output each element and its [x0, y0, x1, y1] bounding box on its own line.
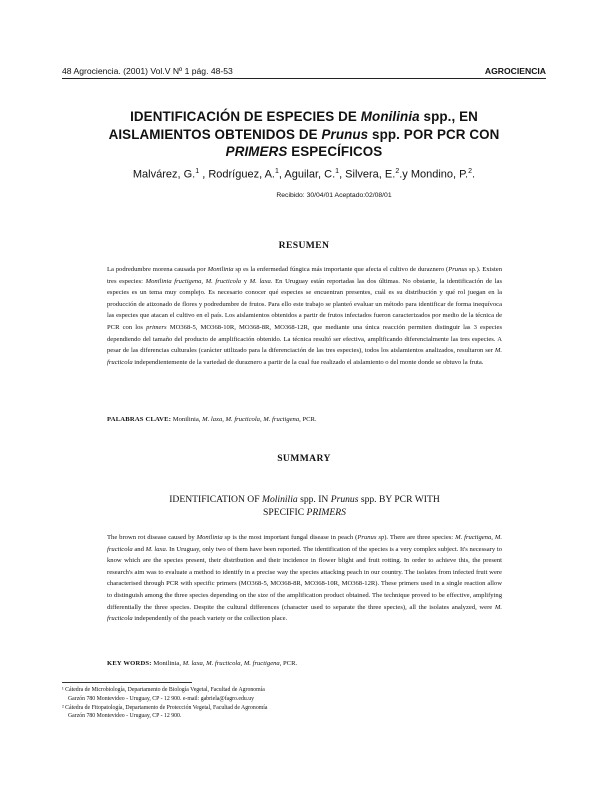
- title-text: IDENTIFICACIÓN DE ESPECIES DE: [130, 109, 361, 124]
- english-title-line-2: [107, 506, 502, 519]
- text-run: sp.). Existen tres especies:: [107, 266, 502, 285]
- footnote-1-line-2: Garzón 780 Montevideo - Uruguay, CP - 12 900. e-mail: gabriela@fagro.edu.uy: [68, 695, 255, 702]
- key-words: [107, 660, 502, 667]
- italic-run: M. laxa, M. fructicola, M. fructigena: [182, 660, 280, 667]
- text-run: independently of the peach variety or the collection place.: [132, 615, 288, 623]
- italic-run: M. fructicola: [107, 603, 502, 623]
- text-run: In Uruguay, only two of them have been reported. The identification of the species is a very complex subject. It's necessary to know which are the species present, their distribution and their incidence in flower blight and fruit rotting. In order to achieve this, the present research's aim was to evaluate a method to identify in a precise way the species attacking peach in our country. The isolates from infected fruit were characterised through PCR with specific primers (MO368-5, MO368-8R, MO368-10R, MO368-12R). These primers used in a single reaction allow to distinguish among the three species depending on the size of the amplification product obtained. The technique proved to be effective, amplifying differentially the three species. Despite the cultural differences (character used to separate the three species), all the isolates analyzed, were: [107, 545, 502, 611]
- italic-run: Prunus sp: [357, 534, 385, 541]
- italic-run: M. laxa.: [145, 545, 168, 553]
- footnote-2-line-1: ² Cátedra de Fitopatología, Departamento de Protección Vegetal, Facultad de Agronomía: [62, 704, 268, 711]
- text-run: Monilinia,: [151, 660, 183, 667]
- title-text: spp., EN: [419, 109, 478, 124]
- footnotes: [62, 686, 462, 721]
- text-run: La podredumbre morena causada por: [107, 266, 208, 273]
- affiliation-mark: 2: [468, 168, 473, 175]
- text-run: The brown rot disease caused by: [107, 534, 197, 541]
- received-dates: Recibido: 30/04/01 Aceptado:02/08/01: [276, 192, 392, 199]
- text-run: SPECIFIC: [263, 507, 307, 518]
- author: , Aguilar, C.: [278, 168, 336, 181]
- title-primers: PRIMERS: [225, 144, 288, 159]
- affiliation-mark: 1: [195, 168, 200, 175]
- italic-run: primers: [146, 323, 167, 331]
- footnote-2-line-2: Garzón 780 Montevideo - Uruguay, CP - 12 900.: [68, 713, 182, 720]
- italic-run: M. fructigena, M. fructicola: [107, 534, 502, 553]
- text-run: IDENTIFICATION OF: [169, 494, 262, 505]
- header-rule: [62, 78, 546, 79]
- affiliation-mark: 1: [335, 168, 340, 175]
- text-run: , PCR.: [299, 416, 317, 423]
- italic-run: Prunus: [448, 266, 468, 273]
- text-run: and: [132, 545, 146, 553]
- resumen-text: [107, 264, 502, 368]
- affiliation-mark: 2: [395, 168, 400, 175]
- title-text: spp. POR PCR CON: [368, 126, 500, 142]
- text-run: Monilinia,: [171, 416, 203, 423]
- text-run: spp. IN: [297, 494, 331, 505]
- summary-text: [107, 532, 502, 625]
- author: , Rodríguez, A.: [199, 168, 275, 181]
- text-run: En Uruguay están reportadas las dos últimas. No obstante, la identificación de las especies es un tema muy complejo. Es necesario conocer qué especies se encuentran presentes, cuál es su distribución y qué rol juegan en la producción de atizonado de flores y podredumbre de frutos. Para ello este trabajo se planteó evaluar un método para identificar de forma inequívoca las especies que atacan el cultivo en el país. Los aislamientos obtenidos a partir de frutos infectados fueron caracterizados por medio de la técnica de PCR con los: [107, 277, 503, 331]
- text-run: spp. BY PCR WITH: [358, 494, 440, 505]
- english-title: [107, 493, 502, 519]
- title-line-3: [62, 143, 546, 161]
- title-genus: Prunus: [321, 126, 369, 142]
- text-run: independientemente de la variedad de duraznero a partir de la cual fue realizado el aislamiento o del monte donde se obtuvo la fruta.: [132, 358, 484, 366]
- title-text: AISLAMIENTOS OBTENIDOS DE: [108, 126, 322, 142]
- article-title: [62, 108, 546, 161]
- footnote-rule: [62, 682, 192, 683]
- keywords-label: KEY WORDS:: [107, 660, 152, 667]
- italic-run: M. fructicola: [107, 347, 502, 366]
- italic-run: Monilinia fructigena, M. fructicola: [145, 277, 242, 285]
- author: .: [472, 168, 476, 181]
- text-run: sp is the most important fungal disease in peach (: [222, 534, 358, 541]
- text-run: ). There are three species:: [384, 534, 456, 541]
- text-run: , PCR.: [279, 660, 298, 667]
- italic-run: M. laxa, M. fructicola, M. fructigena: [202, 416, 300, 423]
- title-line-1: [62, 108, 546, 126]
- author: , Silvera, E.: [339, 168, 396, 181]
- italic-run: PRIMERS: [306, 507, 346, 518]
- title-genus: Monilinia: [360, 109, 420, 124]
- header-citation: 48 Agrociencia. (2001) Vol.V Nº 1 pág. 48-53: [62, 66, 233, 76]
- text-run: sp es la enfermedad fúngica más importante que afecta el cultivo de duraznero (: [233, 266, 449, 273]
- italic-run: Monilinia: [196, 534, 223, 541]
- title-line-2: [62, 126, 546, 144]
- header-journal: AGROCIENCIA: [484, 66, 546, 76]
- text-run: y: [241, 277, 250, 285]
- italic-run: M. laxa.: [249, 277, 273, 285]
- author: Malvárez, G.: [132, 168, 196, 181]
- author: .y Mondino, P.: [399, 168, 469, 181]
- italic-run: Prunus: [330, 494, 359, 505]
- resumen-heading: RESUMEN: [278, 240, 330, 251]
- italic-run: Molinilia: [261, 494, 298, 505]
- english-title-line-1: [107, 493, 502, 506]
- keywords-label: PALABRAS CLAVE:: [107, 416, 172, 423]
- footnote-1-line-1: ¹ Cátedra de Microbiología, Departamento de Biología Vegetal, Facultad de Agronomía: [62, 687, 265, 693]
- summary-heading: SUMMARY: [277, 453, 331, 464]
- text-run: MO368-5, MO368-10R, MO368-8R, MO368-12R, que mediante una única reacción permiten distinguir las 3 especies dependiendo del tamaño del producto de amplificación obtenido. La técnica resultó ser efectiva, amplificando diferencialmente las tres especies. A pesar de las diferencias culturales (carácter utilizado para la diferenciación de las tres especies), todos los aislamientos analizados, resultaron ser: [107, 323, 503, 355]
- affiliation-mark: 1: [274, 168, 279, 175]
- title-text: ESPECÍFICOS: [287, 144, 383, 159]
- palabras-clave: [107, 416, 502, 423]
- author-list: [62, 168, 546, 181]
- italic-run: Monilinia: [207, 266, 234, 273]
